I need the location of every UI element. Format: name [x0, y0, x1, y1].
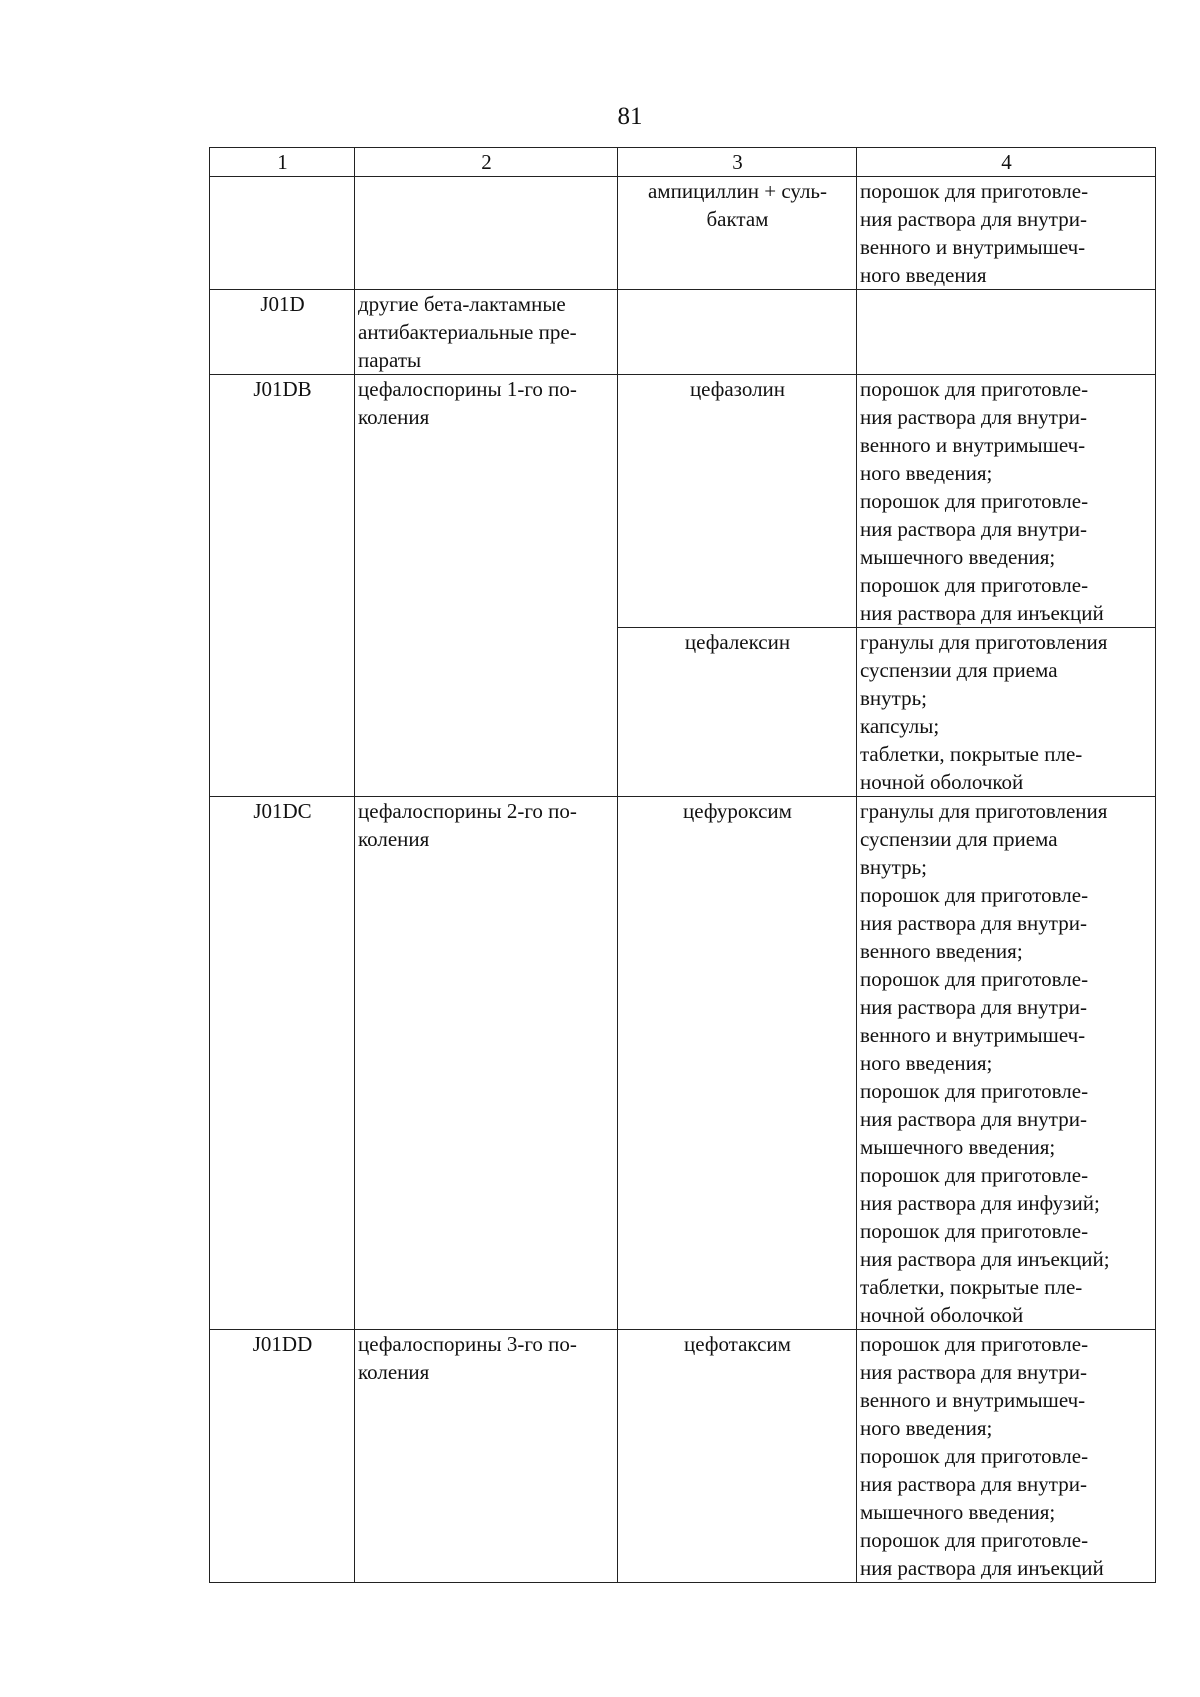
dosage-form-line: ния раствора для внутри-	[860, 1472, 1087, 1496]
drug-name-cell	[618, 628, 857, 797]
atc-code-cell	[210, 177, 355, 290]
dosage-form-line: суспензии для приема	[860, 827, 1058, 851]
dosage-form-line: внутрь;	[860, 686, 927, 710]
dosage-form-line: внутрь;	[860, 855, 927, 879]
dosage-form-line: ния раствора для инъекций	[860, 601, 1104, 625]
dosage-form-line: порошок для приготовле-	[860, 179, 1089, 203]
dosage-form-line: венного и внутримышеч-	[860, 235, 1086, 259]
dosage-form-line: ния раствора для внутри-	[860, 1107, 1087, 1131]
dosage-form-line: таблетки, покрытые пле-	[860, 742, 1083, 766]
drug-name-cell	[618, 177, 857, 290]
dosage-form-line: порошок для приготовле-	[860, 883, 1089, 907]
drug-name-cell	[618, 290, 857, 375]
table-row	[210, 290, 1156, 375]
dosage-form-line: порошок для приготовле-	[860, 1332, 1089, 1356]
atc-code-cell: J01DC	[210, 797, 355, 1330]
drug-name-line: цефотаксим	[684, 1332, 791, 1356]
dosage-form-line: ного введения	[860, 263, 987, 287]
group-cell	[355, 1330, 618, 1583]
drug-name-cell	[618, 797, 857, 1330]
dosage-form-line: венного введения;	[860, 939, 1023, 963]
group-cell	[355, 290, 618, 375]
dosage-form-line: венного и внутримышеч-	[860, 1388, 1086, 1412]
page-number: 81	[617, 103, 643, 130]
dosage-form-line: ния раствора для внутри-	[860, 207, 1087, 231]
column-header-2: 2	[355, 148, 618, 177]
group-line: цефалоспорины 3-го по-	[358, 1332, 577, 1356]
dosage-form-line: гранулы для приготовления	[860, 799, 1108, 823]
dosage-form-line: суспензии для приема	[860, 658, 1058, 682]
atc-code-cell: J01DD	[210, 1330, 355, 1583]
column-header-3: 3	[618, 148, 857, 177]
drug-name-line: бактам	[706, 207, 769, 231]
column-header-1: 1	[210, 148, 355, 177]
drug-name-line: цефазолин	[689, 377, 786, 401]
drug-name-line: цефалексин	[684, 630, 791, 654]
dosage-form-line: ния раствора для внутри-	[860, 911, 1087, 935]
dosage-form-line: порошок для приготовле-	[860, 1528, 1089, 1552]
dosage-form-line: венного и внутримышеч-	[860, 433, 1086, 457]
drug-name-line: ампициллин + суль-	[647, 179, 827, 203]
table-row	[210, 797, 1156, 1330]
dosage-form-line: мышечного введения;	[860, 1135, 1056, 1159]
dosage-form-line: мышечного введения;	[860, 1500, 1056, 1524]
dosage-form-line: порошок для приготовле-	[860, 377, 1089, 401]
group-cell	[355, 177, 618, 290]
drug-table	[209, 147, 1156, 1583]
group-line: цефалоспорины 2-го по-	[358, 799, 577, 823]
group-line: коления	[358, 827, 430, 851]
dosage-forms-cell	[857, 1330, 1156, 1583]
header-row	[210, 148, 1156, 177]
dosage-form-line: ния раствора для внутри-	[860, 1360, 1087, 1384]
dosage-form-line: порошок для приготовле-	[860, 573, 1089, 597]
drug-name-cell	[618, 1330, 857, 1583]
dosage-form-line: порошок для приготовле-	[860, 1219, 1089, 1243]
table-row	[210, 1330, 1156, 1583]
dosage-forms-cell	[857, 375, 1156, 628]
dosage-form-line: гранулы для приготовления	[860, 630, 1108, 654]
atc-code-cell: J01D	[210, 290, 355, 375]
dosage-form-line: ного введения;	[860, 1416, 993, 1440]
drug-name-line: цефуроксим	[683, 799, 792, 823]
dosage-form-line: порошок для приготовле-	[860, 967, 1089, 991]
dosage-form-line: порошок для приготовле-	[860, 1163, 1089, 1187]
dosage-form-line: ночной оболочкой	[860, 1303, 1024, 1327]
dosage-form-line: порошок для приготовле-	[860, 489, 1089, 513]
group-line: коления	[358, 1360, 430, 1384]
group-line: цефалоспорины 1-го по-	[358, 377, 577, 401]
group-line: коления	[358, 405, 430, 429]
dosage-form-line: мышечного введения;	[860, 545, 1056, 569]
dosage-forms-cell	[857, 290, 1156, 375]
dosage-form-line: таблетки, покрытые пле-	[860, 1275, 1083, 1299]
dosage-form-line: ния раствора для внутри-	[860, 995, 1087, 1019]
group-cell	[355, 375, 618, 797]
table-row	[210, 375, 1156, 628]
dosage-form-line: ния раствора для инъекций	[860, 1556, 1104, 1580]
dosage-form-line: ночной оболочкой	[860, 770, 1024, 794]
dosage-forms-cell	[857, 628, 1156, 797]
table-row	[210, 177, 1156, 290]
drug-name-cell	[618, 375, 857, 628]
dosage-form-line: венного и внутримышеч-	[860, 1023, 1086, 1047]
dosage-form-line: порошок для приготовле-	[860, 1079, 1089, 1103]
dosage-form-line: ния раствора для инъекций;	[860, 1247, 1110, 1271]
dosage-form-line: капсулы;	[860, 714, 940, 738]
dosage-form-line: порошок для приготовле-	[860, 1444, 1089, 1468]
group-line: параты	[358, 348, 422, 372]
atc-code-cell: J01DB	[210, 375, 355, 797]
dosage-forms-cell	[857, 177, 1156, 290]
group-line: другие бета-лактамные	[358, 292, 566, 316]
dosage-form-line: ния раствора для внутри-	[860, 517, 1087, 541]
dosage-form-line: ного введения;	[860, 461, 993, 485]
group-line: антибактериальные пре-	[358, 320, 577, 344]
group-cell	[355, 797, 618, 1330]
dosage-form-line: ния раствора для внутри-	[860, 405, 1087, 429]
dosage-form-line: ного введения;	[860, 1051, 993, 1075]
column-header-4: 4	[857, 148, 1156, 177]
dosage-forms-cell	[857, 797, 1156, 1330]
dosage-form-line: ния раствора для инфузий;	[860, 1191, 1100, 1215]
